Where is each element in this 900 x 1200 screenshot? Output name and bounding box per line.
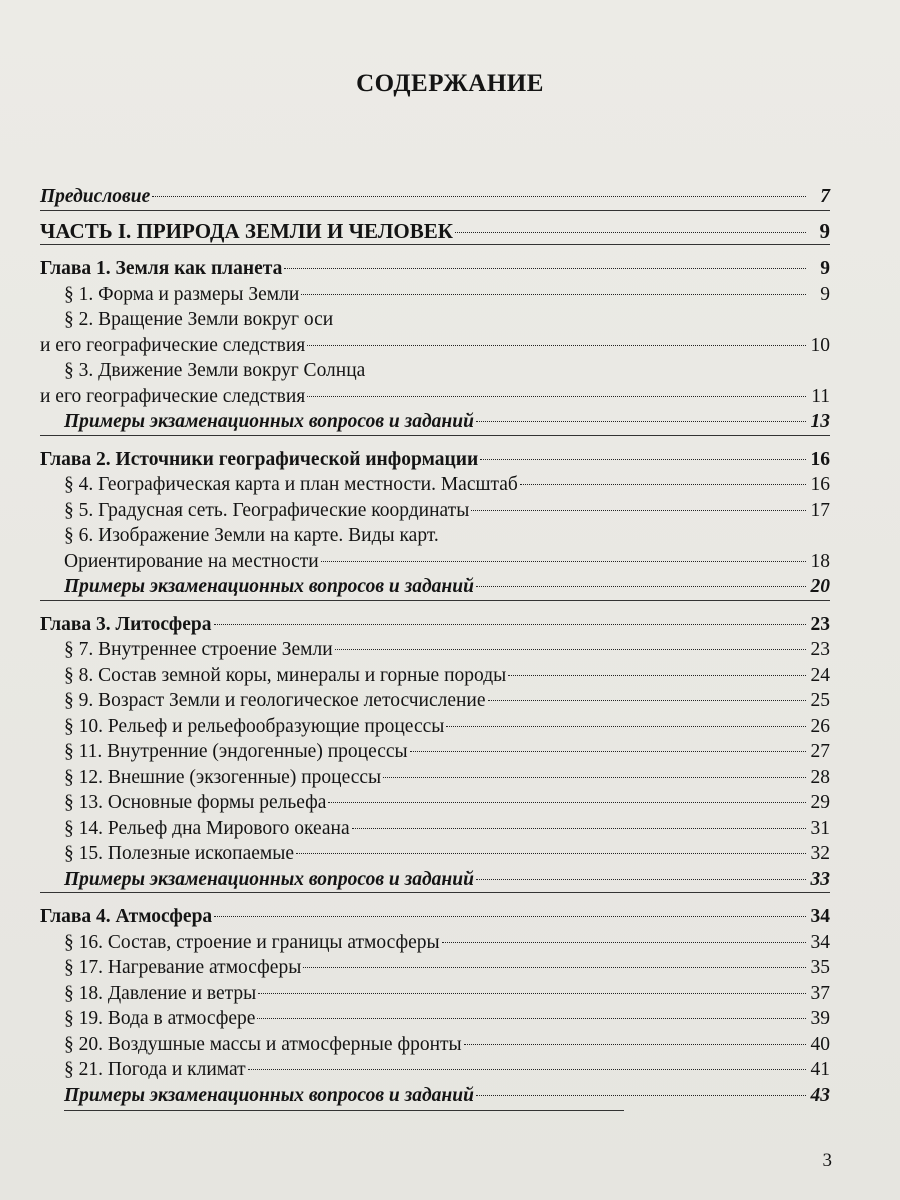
toc-entry-page: 31 (810, 817, 830, 839)
dot-leader (352, 828, 806, 829)
toc-entry-text: § 14. Рельеф дна Мирового океана (64, 817, 350, 839)
toc-entry-text: § 18. Давление и ветры (64, 982, 257, 1004)
toc-entry-chapter (40, 904, 830, 930)
dot-leader (455, 232, 806, 233)
toc-entry-text: § 6. Изображение Земли на карте. Виды карт. (64, 525, 439, 546)
toc-entry-part (40, 219, 830, 245)
toc-entry-page: 17 (810, 499, 830, 521)
toc-entry-text: § 12. Внешние (экзогенные) процессы (64, 766, 382, 788)
dot-leader (307, 345, 806, 346)
toc-entry-page: 16 (810, 474, 830, 495)
toc-entry-page: 23 (810, 639, 830, 660)
dot-leader (257, 1018, 806, 1019)
toc-entry-exam-questions (40, 1083, 830, 1109)
section-divider (40, 210, 830, 211)
toc-entry-page: 40 (810, 1033, 830, 1055)
toc-entry-text: § 2. Вращение Земли вокруг оси (64, 309, 334, 330)
section-divider (40, 892, 830, 893)
toc-entry-section (40, 498, 830, 524)
toc-entry-page: 34 (810, 906, 830, 927)
toc-entry-page: 11 (811, 385, 830, 407)
dot-leader (410, 751, 806, 752)
dot-leader (446, 726, 806, 727)
toc-entry-text: § 20. Воздушные массы и атмосферные фронты (64, 1033, 462, 1055)
toc-entry-section (40, 1032, 830, 1058)
toc-entry-page: 28 (810, 766, 830, 788)
toc-entry-text: Предисловие (40, 186, 151, 207)
toc-entry-text: § 9. Возраст Земли и геологическое летосчисление (64, 690, 486, 711)
toc-entry-text: § 5. Градусная сеть. Географические координаты (64, 499, 470, 521)
toc-entry-text: Примеры экзаменационных вопросов и заданий (64, 411, 474, 432)
toc-entry-text: § 10. Рельеф и рельефообразующие процессы (64, 715, 445, 737)
toc-entry-section-continued (40, 384, 830, 410)
dot-leader (464, 1044, 806, 1045)
dot-leader (301, 294, 806, 295)
toc-entry-text: § 21. Погода и климат (64, 1059, 246, 1080)
toc-entry-page: 41 (810, 1059, 830, 1080)
dot-leader (476, 586, 806, 587)
dot-leader (508, 675, 806, 676)
toc-entry-page: 10 (810, 334, 830, 356)
toc-entry-text: Примеры экзаменационных вопросов и заданий (64, 1084, 474, 1106)
toc-entry-section (40, 1006, 830, 1032)
toc-entry-text: § 7. Внутреннее строение Земли (64, 639, 333, 660)
toc-entry-page: 23 (810, 613, 830, 635)
toc-entry-page: 33 (810, 868, 830, 890)
toc-entry-section-continued (40, 333, 830, 359)
toc-entry-section (40, 523, 830, 549)
toc-entry-text: Примеры экзаменационных вопросов и заданий (64, 576, 474, 597)
dot-leader (284, 268, 806, 269)
toc-entry-page: 16 (810, 448, 830, 470)
dot-leader (480, 459, 806, 460)
dot-leader (321, 561, 806, 562)
toc-entry-section-continued (40, 549, 830, 575)
dot-leader (442, 942, 806, 943)
section-divider (40, 244, 830, 245)
toc-entry-text: § 15. Полезные ископаемые (64, 843, 295, 864)
toc-entry-section (40, 358, 830, 384)
toc-entry-section (40, 663, 830, 689)
dot-leader (307, 396, 806, 397)
toc-entry-page: 26 (810, 715, 830, 737)
dot-leader (248, 1069, 806, 1070)
dot-leader (214, 624, 806, 625)
section-divider (40, 600, 830, 601)
toc-entry-page: 29 (810, 792, 830, 813)
dot-leader (476, 1095, 806, 1096)
toc-entry-page: 35 (810, 957, 830, 978)
toc-entry-page: 20 (810, 576, 830, 597)
toc-entry-section (40, 714, 830, 740)
toc-entry-section (40, 955, 830, 981)
toc-entry-page: 24 (810, 664, 830, 686)
toc-entry-text: § 11. Внутренние (эндогенные) процессы (64, 741, 408, 762)
section-divider (40, 435, 830, 436)
toc-entry-section (40, 1057, 830, 1083)
dot-leader (303, 967, 806, 968)
toc-entry-page: 9 (819, 218, 830, 243)
toc-entry-page: 25 (810, 690, 830, 711)
toc-entry-text: Глава 2. Источники географической информации (40, 448, 479, 470)
toc-entry-section (40, 816, 830, 842)
toc-entry-section (40, 765, 830, 791)
dot-leader (488, 700, 806, 701)
dot-leader (152, 196, 806, 197)
dot-leader (258, 993, 806, 994)
dot-leader (328, 802, 806, 803)
page-number: 3 (822, 1150, 832, 1171)
toc-entry-text: § 1. Форма и размеры Земли (64, 283, 300, 305)
dot-leader (383, 777, 806, 778)
toc-entry-preface (40, 184, 830, 210)
toc-entry-page: 18 (810, 550, 830, 572)
toc-entry-text: Ориентирование на местности (64, 550, 319, 572)
toc-entry-text: Примеры экзаменационных вопросов и заданий (64, 868, 474, 890)
toc-entry-section (40, 282, 830, 308)
table-of-contents (40, 184, 830, 1111)
dot-leader (296, 853, 806, 854)
section-divider (64, 1110, 624, 1111)
toc-entry-chapter (40, 447, 830, 473)
toc-entry-section (40, 981, 830, 1007)
toc-entry-text: Глава 3. Литосфера (40, 613, 212, 635)
toc-entry-page: 13 (810, 411, 830, 432)
toc-entry-chapter (40, 612, 830, 638)
dot-leader (471, 510, 806, 511)
toc-entry-page: 9 (820, 283, 830, 305)
toc-entry-text: и его географические следствия (40, 385, 306, 407)
toc-entry-text: § 17. Нагревание атмосферы (64, 957, 302, 978)
toc-entry-page: 27 (810, 741, 830, 762)
toc-entry-text: § 19. Вода в атмосфере (64, 1008, 256, 1029)
toc-entry-section (40, 930, 830, 956)
toc-entry-exam-questions (40, 867, 830, 893)
toc-entry-page: 37 (810, 982, 830, 1004)
toc-entry-section (40, 739, 830, 765)
dot-leader (520, 484, 806, 485)
dot-leader (476, 879, 806, 880)
toc-entry-text: и его географические следствия (40, 334, 306, 356)
dot-leader (476, 421, 806, 422)
toc-entry-section (40, 472, 830, 498)
toc-entry-page: 34 (810, 931, 830, 953)
dot-leader (214, 916, 806, 917)
toc-entry-text: § 3. Движение Земли вокруг Солнца (64, 360, 366, 381)
toc-entry-text: § 8. Состав земной коры, минералы и горные породы (64, 664, 507, 686)
toc-entry-page: 7 (820, 186, 830, 207)
toc-entry-section (40, 307, 830, 333)
toc-entry-page: 39 (810, 1008, 830, 1029)
toc-entry-exam-questions (40, 574, 830, 600)
toc-entry-page: 9 (820, 258, 830, 279)
toc-entry-page: 43 (810, 1084, 830, 1106)
toc-entry-text: Глава 4. Атмосфера (40, 906, 213, 927)
toc-entry-chapter (40, 256, 830, 282)
toc-entry-section (40, 790, 830, 816)
toc-entry-section (40, 841, 830, 867)
toc-entry-text: Глава 1. Земля как планета (40, 258, 283, 279)
dot-leader (335, 649, 806, 650)
toc-entry-page: 32 (810, 843, 830, 864)
page-title: СОДЕРЖАНИЕ (356, 70, 544, 97)
toc-entry-section (40, 688, 830, 714)
toc-entry-text: § 13. Основные формы рельефа (64, 792, 327, 813)
toc-entry-section (40, 637, 830, 663)
toc-entry-text: ЧАСТЬ I. ПРИРОДА ЗЕМЛИ И ЧЕЛОВЕК (40, 218, 453, 243)
toc-entry-text: § 16. Состав, строение и границы атмосферы (64, 931, 440, 953)
toc-entry-exam-questions (40, 409, 830, 435)
toc-entry-text: § 4. Географическая карта и план местности. Масштаб (64, 474, 518, 495)
